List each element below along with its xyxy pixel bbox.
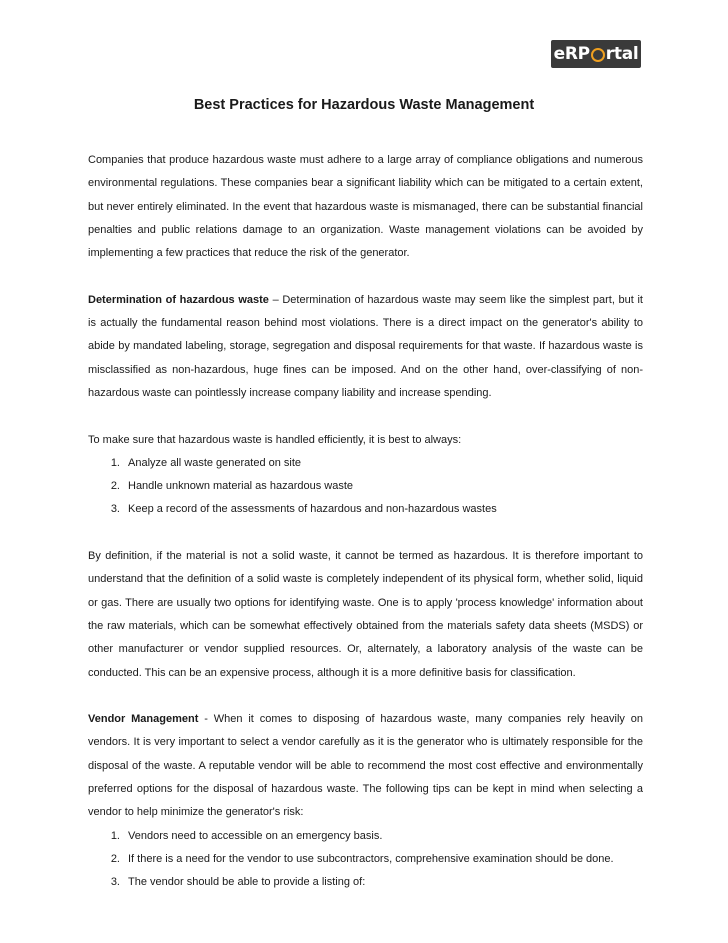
section-vendor-body: - When it comes to disposing of hazardous waste, many companies rely heavily on vendors. It is very important to select a vendor carefully as it is the generator who is ultimately responsible for the disposal of the waste. A reputable vendor will be able to recommend the most cost effective and environmentally preferred options for the disposal of hazardous waste. The following tips can be kept in mind when selecting a vendor to help minimize the generator's risk: [88, 713, 643, 819]
list1-intro: To make sure that hazardous waste is handled efficiently, it is best to always: [88, 433, 462, 446]
logo-text-pre: eRP [553, 44, 590, 64]
document-body [88, 149, 643, 895]
intro-paragraph: Companies that produce hazardous waste must adhere to a large array of compliance obligations and numerous environmental regulations. These companies bear a significant liability which can be mitigated to a certain extent, but never entirely eliminated. In the event that hazardous waste is mismanaged, there can be substantial financial penalties and public relations damage to an organization. Waste management violations can be avoided by implementing a few practices that reduce the risk of the generator. [88, 154, 643, 260]
list-item-text: Analyze all waste generated on site [128, 456, 302, 469]
list-item-number: 3. [110, 503, 120, 516]
section-vendor-heading: Vendor Management [88, 713, 199, 726]
list-item-number: 3. [110, 876, 120, 889]
section-determination-heading: Determination of hazardous waste [88, 293, 269, 306]
section-determination [88, 289, 643, 405]
list-item [88, 825, 643, 848]
list2 [88, 825, 643, 895]
list-item-text: The vendor should be able to provide a listing of: [128, 876, 366, 889]
list-item-number: 2. [110, 852, 120, 865]
list-item [88, 452, 643, 475]
list-item [88, 498, 643, 521]
page-title: Best Practices for Hazardous Waste Management [193, 97, 535, 113]
list-item-text: Vendors need to accessible on an emergency basis. [128, 829, 383, 842]
list-item [88, 475, 643, 498]
section-determination-body: – Determination of hazardous waste may seem like the simplest part, but it is actually the fundamental reason behind most violations. There is a direct impact on the generator's ability to abide by mandated labeling, storage, segregation and disposal requirements for that waste. If hazardous waste is misclassified as non-hazardous, huge fines can be imposed. And on the other hand, over-classifying of non-hazardous waste can pointlessly increase company liability and increase spending. [88, 293, 643, 399]
list-item-text: Handle unknown material as hazardous waste [128, 480, 354, 493]
list-item-number: 1. [110, 829, 120, 842]
logo-text-post: rtal [605, 44, 639, 64]
logo-o-mark [591, 48, 605, 62]
list-item-text: Keep a record of the assessments of hazardous and non-hazardous wastes [128, 503, 497, 516]
definition-paragraph: By definition, if the material is not a solid waste, it cannot be termed as hazardous. It is therefore important to understand that the definition of a solid waste is completely independent of its physical form, whether solid, liquid or gas. There are usually two options for identifying waste. One is to apply 'process knowledge' information about the raw materials, which can be somewhat effectively obtained from the materials safety data sheets (MSDS) or other manufacturer or vendor supplied resources. Or, alternately, a laboratory analysis of the waste can be conducted. This can be an expensive process, although it is a more definitive basis for classification. [88, 550, 643, 679]
list-item-text: If there is a need for the vendor to use subcontractors, comprehensive examination should be done. [128, 852, 614, 865]
erportal-logo [551, 40, 641, 68]
list-item-number: 1. [110, 456, 120, 469]
list-item [88, 871, 643, 894]
section-vendor [88, 708, 643, 824]
list-item-number: 2. [110, 480, 120, 493]
list1 [88, 452, 643, 522]
list-item [88, 848, 643, 871]
